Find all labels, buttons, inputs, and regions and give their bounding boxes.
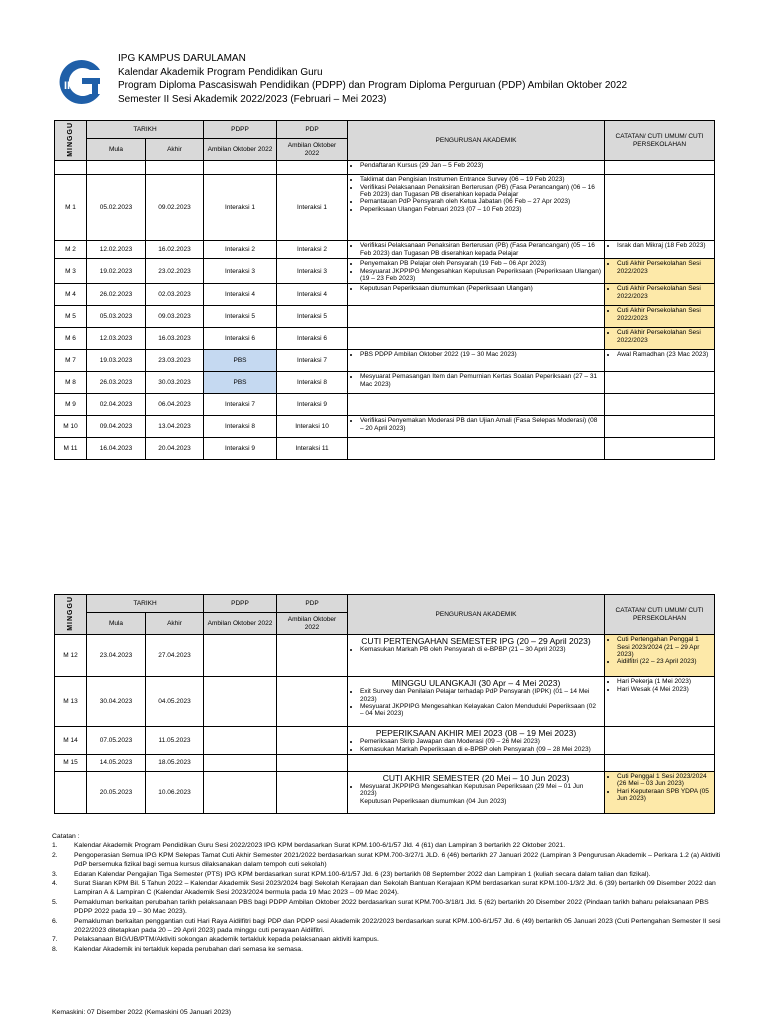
section-heading: CUTI AKHIR SEMESTER (20 Mei – 10 Jun 2023) bbox=[382, 773, 570, 783]
note-cell bbox=[605, 772, 715, 814]
week-cell: M 11 bbox=[55, 438, 87, 460]
pdp-cell bbox=[277, 635, 348, 677]
note-list bbox=[608, 242, 711, 249]
academic-list bbox=[351, 351, 601, 358]
pdpp-header: PDPP bbox=[204, 595, 277, 613]
ambilan-header: Ambilan Oktober 2022 bbox=[204, 139, 277, 161]
note-cell bbox=[605, 372, 715, 394]
week-cell: M 13 bbox=[55, 677, 87, 727]
pdp-header: PDP bbox=[277, 595, 348, 613]
note-list bbox=[608, 285, 711, 300]
list-item: • Israk dan Mikraj (18 Feb 2023) bbox=[617, 242, 711, 249]
end-date-cell: 09.03.2023 bbox=[146, 306, 204, 328]
note-item bbox=[52, 935, 722, 944]
minggu-header: MINGGU bbox=[55, 121, 87, 161]
table-row bbox=[55, 727, 715, 755]
pdpp-cell: Interaksi 1 bbox=[204, 175, 277, 241]
list-item: • Hari Keputeraan SPB YDPA (05 Jun 2023) bbox=[617, 788, 711, 803]
academic-cell bbox=[348, 259, 605, 284]
end-date-cell: 27.04.2023 bbox=[146, 635, 204, 677]
end-date-cell: 20.04.2023 bbox=[146, 438, 204, 460]
table-row bbox=[55, 755, 715, 772]
pengurusan-header: PENGURUSAN AKADEMIK bbox=[348, 121, 605, 161]
academic-cell bbox=[348, 350, 605, 372]
mula-header: Mula bbox=[87, 139, 146, 161]
table-row bbox=[55, 350, 715, 372]
note-cell bbox=[605, 350, 715, 372]
note-text: Kalendar Akademik ini tertakluk kepada perubahan dari semasa ke semasa. bbox=[74, 945, 303, 953]
academic-cell bbox=[348, 175, 605, 241]
institute-name: IPG KAMPUS DARULAMAN bbox=[118, 53, 246, 64]
list-item: • Penyemakan PB Pelajar oleh Pensyarah (19 Feb – 06 Apr 2023) bbox=[360, 260, 601, 267]
list-item: • Kemasukan Markah PB oleh Pensyarah di e-BPBP (21 – 30 April 2023) bbox=[360, 646, 601, 653]
pdp-cell bbox=[277, 727, 348, 755]
academic-cell bbox=[348, 394, 605, 416]
section-heading: PEPERIKSAAN AKHIR MEI 2023 (08 – 19 Mei 2023) bbox=[375, 728, 577, 739]
section-heading: CUTI PERTENGAHAN SEMESTER IPG (20 – 29 April 2023) bbox=[361, 636, 591, 647]
start-date-cell: 14.05.2023 bbox=[87, 755, 146, 772]
academic-list bbox=[351, 285, 601, 292]
note-number: 7. bbox=[52, 936, 58, 944]
list-item: • Exit Survey dan Penilaian Pelajar terhadap PdP Pensyarah (IPPK) (01 – 14 Mei 2023) bbox=[360, 688, 601, 703]
note-text: Surat Siaran KPM Bil. 5 Tahun 2022 – Kalendar Akademik Sesi 2023/2024 bagi Sekolah Kerajaan dan Sekolah Bantuan Kerajaan KPM berdasarkan surat KPM.100-1/3/2 Jld. 6 (39) bertarikh 09 Disember 2022 dan Lampiran A & Lampiran C (Kalendar Akademik Sesi 2023/2024 bermula pada 19 Mac 2023 – 09 Mac 2024). bbox=[74, 880, 716, 897]
pdp-cell: Interaksi 1 bbox=[277, 175, 348, 241]
notes-title: Catatan : bbox=[52, 833, 80, 840]
list-item: • PBS PDPP Ambilan Oktober 2022 (19 – 30 Mac 2023) bbox=[360, 351, 601, 358]
start-date-cell: 26.02.2023 bbox=[87, 284, 146, 306]
note-text: Pemakluman berkaitan penggantian cuti Hari Raya Aidilfitri bagi PDP dan PDPP sesi Akademik 2022/2023 berdasarkan surat KPM.100-6/1/57 Jld. 6 (49) bertarikh 05 Januari 2023 (Cuti Pertengahan Semester II sesi 2022/2023 ditetapkan pada 20 – 29 April 2023) pada minggu cuti perayaan Aidilfitri. bbox=[74, 917, 721, 935]
list-item: • Aidilfitri (22 – 23 April 2023) bbox=[617, 658, 711, 665]
academic-list bbox=[351, 242, 601, 257]
list-item: • Cuti Akhir Persekolahan Sesi 2022/2023 bbox=[617, 260, 711, 275]
program-title: Program Diploma Pascasiswah Pendidikan (PDPP) dan Program Diploma Perguruan (PDP) Ambilan Oktober 2022 bbox=[118, 80, 628, 91]
table-row bbox=[55, 438, 715, 460]
logo-text: IPG bbox=[64, 80, 83, 92]
academic-list bbox=[351, 162, 601, 169]
pdpp-cell: Interaksi 4 bbox=[204, 284, 277, 306]
minggu-header: MINGGU bbox=[55, 595, 87, 635]
note-item bbox=[52, 917, 722, 936]
week-cell: M 4 bbox=[55, 284, 87, 306]
end-date-cell: 06.04.2023 bbox=[146, 394, 204, 416]
pdp-cell: Interaksi 10 bbox=[277, 416, 348, 438]
start-date-cell: 12.02.2023 bbox=[87, 241, 146, 259]
section-heading: MINGGU ULANGKAJI (30 Apr – 4 Mei 2023) bbox=[391, 678, 561, 689]
week-cell: M 2 bbox=[55, 241, 87, 259]
note-item bbox=[52, 851, 722, 870]
note-list bbox=[608, 678, 711, 693]
pdp-cell: Interaksi 11 bbox=[277, 438, 348, 460]
table-row bbox=[55, 635, 715, 677]
calendar-title: Kalendar Akademik Program Pendidikan Guru bbox=[118, 66, 323, 78]
note-item bbox=[52, 841, 722, 850]
pdp-cell: Interaksi 9 bbox=[277, 394, 348, 416]
pdpp-cell: PBS bbox=[204, 372, 277, 394]
note-list bbox=[608, 260, 711, 275]
table-row bbox=[55, 372, 715, 394]
pdpp-cell: Interaksi 5 bbox=[204, 306, 277, 328]
list-item: • Mesyuarat JKPPIPG Mengesahkan Kelayakan Calon Menduduki Peperiksaan (02 – 04 Mei 2023) bbox=[360, 703, 601, 718]
note-cell bbox=[605, 727, 715, 755]
calendar-table-2 bbox=[54, 594, 715, 814]
pdpp-cell bbox=[204, 755, 277, 772]
note-item bbox=[52, 879, 722, 898]
pdpp-cell: Interaksi 6 bbox=[204, 328, 277, 350]
list-item: • Verifikasi Pelaksanaan Penaksiran Berterusan (PB) (Fasa Perancangan) (05 – 16 Feb 2023) dan Tugasan PB diserahkan kepada Pelajar bbox=[360, 242, 601, 257]
week-cell: M 15 bbox=[55, 755, 87, 772]
note-list bbox=[608, 636, 711, 666]
note-cell bbox=[605, 635, 715, 677]
tarikh-header: TARIKH bbox=[87, 595, 204, 613]
week-cell: M 1 bbox=[55, 175, 87, 241]
pdpp-cell bbox=[204, 161, 277, 175]
academic-cell bbox=[348, 677, 605, 727]
pdpp-cell: PBS bbox=[204, 350, 277, 372]
pdp-cell: Interaksi 4 bbox=[277, 284, 348, 306]
table-row bbox=[55, 241, 715, 259]
note-text: Pemakluman berkaitan perubahan tarikh pelaksanaan PBS bagi PDPP Ambilan Oktober 2022 berdasarkan surat KPM.700-3/18/1 Jld. 5 (62) bertarikh 20 Disember 2022 (Pindaan tarikh baharu pelaksanaan PBS PDPP 2022 pada 19 – 30 Mac 2023). bbox=[74, 898, 709, 916]
list-item: • Cuti Akhir Persekolahan Sesi 2022/2023 bbox=[617, 329, 711, 344]
academic-list bbox=[351, 260, 601, 282]
table-row bbox=[55, 259, 715, 284]
catatan-header: CATATAN/ CUTI UMUM/ CUTI PERSEKOLAHAN bbox=[605, 595, 715, 635]
pdpp-header: PDPP bbox=[204, 121, 277, 139]
start-date-cell: 05.02.2023 bbox=[87, 175, 146, 241]
list-item: • Mesyuarat Pemasangan Item dan Pemurnian Kertas Soalan Peperiksaan (27 – 31 Mac 2023) bbox=[360, 373, 601, 388]
list-item: • Pemantauan PdP Pensyarah oleh Ketua Jabatan (06 Feb – 27 Apr 2023) bbox=[360, 198, 601, 205]
start-date-cell: 05.03.2023 bbox=[87, 306, 146, 328]
ambilan-header: Ambilan Oktober 2022 bbox=[277, 613, 348, 635]
week-cell: M 10 bbox=[55, 416, 87, 438]
pdpp-cell: Interaksi 9 bbox=[204, 438, 277, 460]
akhir-header: Akhir bbox=[146, 139, 204, 161]
week-cell: M 8 bbox=[55, 372, 87, 394]
tarikh-header: TARIKH bbox=[87, 121, 204, 139]
table-row bbox=[55, 284, 715, 306]
week-cell: M 14 bbox=[55, 727, 87, 755]
note-list bbox=[608, 773, 711, 803]
list-item: • Mesyuarat JKPPIPG Mengesahkan Keputusan Peperiksaan (29 Mei – 01 Jun 2023) bbox=[360, 783, 601, 798]
list-item: • Keputusan Peperiksaan diumumkan (Peperiksaan Ulangan) bbox=[360, 285, 601, 292]
academic-cell bbox=[348, 372, 605, 394]
list-item: • Awal Ramadhan (23 Mac 2023) bbox=[617, 351, 711, 358]
note-text: Edaran Kalendar Pengajian Tiga Semester (PTS) IPG KPM berdasarkan surat KPM.100-6/1/57 Jld. 6 (23) bertarikh 08 September 2022 dan Lampiran 1 (kuliah secara dalam talian dan fizikal). bbox=[74, 870, 651, 878]
note-cell bbox=[605, 161, 715, 175]
end-date-cell: 23.02.2023 bbox=[146, 259, 204, 284]
pdp-cell bbox=[277, 772, 348, 814]
note-text: Pengoperasian Semua IPG KPM Selepas Tamat Cuti Akhir Semester 2021/2022 berdasarkan surat KPM.700-3/27/1 JLD. 6 (46) bertarikh 27 Januari 2022 (Lampiran 3 Pengurusan Akademik – Perkara 1.2 (a) Aktiviti PdP bersemuka fizikal bagi semua kursus dilaksanakan dalam tempoh cuti sekolah) bbox=[74, 851, 721, 869]
table-row bbox=[55, 677, 715, 727]
calendar-table-1 bbox=[54, 120, 715, 460]
academic-cell bbox=[348, 306, 605, 328]
pdp-cell: Interaksi 2 bbox=[277, 241, 348, 259]
note-number: 4. bbox=[52, 880, 58, 888]
academic-list bbox=[351, 738, 601, 753]
list-item: • Peperiksaan Ulangan Februari 2023 (07 – 10 Feb 2023) bbox=[360, 206, 601, 213]
note-cell bbox=[605, 438, 715, 460]
week-cell: M 6 bbox=[55, 328, 87, 350]
pdp-cell: Interaksi 8 bbox=[277, 372, 348, 394]
start-date-cell: 09.04.2023 bbox=[87, 416, 146, 438]
note-cell bbox=[605, 328, 715, 350]
academic-plain: Keputusan Peperiksaan diumumkan (04 Jun 2023) bbox=[360, 797, 507, 805]
week-cell: M 3 bbox=[55, 259, 87, 284]
academic-list bbox=[351, 373, 601, 388]
notes-section bbox=[52, 832, 722, 954]
start-date-cell: 19.02.2023 bbox=[87, 259, 146, 284]
list-item: • Hari Wesak (4 Mei 2023) bbox=[617, 686, 711, 693]
table-row bbox=[55, 416, 715, 438]
list-item: • Verifikasi Penyemakan Moderasi PB dan Ujian Amali (Fasa Selepas Moderasi) (08 – 20 April 2023) bbox=[360, 417, 601, 432]
note-list bbox=[608, 307, 711, 322]
table-row bbox=[55, 175, 715, 241]
academic-cell bbox=[348, 635, 605, 677]
end-date-cell: 16.03.2023 bbox=[146, 328, 204, 350]
pdp-cell: Interaksi 5 bbox=[277, 306, 348, 328]
pdpp-cell bbox=[204, 635, 277, 677]
note-cell bbox=[605, 394, 715, 416]
start-date-cell bbox=[87, 161, 146, 175]
list-item: • Pendaftaran Kursus (29 Jan – 5 Feb 2023) bbox=[360, 162, 601, 169]
academic-cell bbox=[348, 241, 605, 259]
start-date-cell: 02.04.2023 bbox=[87, 394, 146, 416]
start-date-cell: 07.05.2023 bbox=[87, 727, 146, 755]
table-row bbox=[55, 328, 715, 350]
catatan-header: CATATAN/ CUTI UMUM/ CUTI PERSEKOLAHAN bbox=[605, 121, 715, 161]
pengurusan-header: PENGURUSAN AKADEMIK bbox=[348, 595, 605, 635]
pdp-cell: Interaksi 6 bbox=[277, 328, 348, 350]
note-number: 5. bbox=[52, 898, 58, 906]
calendar-body-1 bbox=[55, 161, 715, 460]
list-item: • Verifikasi Pelaksanaan Penaksiran Berterusan (PB) (Fasa Perancangan) (06 – 16 Feb 2023) dan Tugasan PB diserahkan kepada Pelajar bbox=[360, 184, 601, 199]
note-number: 2. bbox=[52, 851, 58, 859]
pdpp-cell: Interaksi 7 bbox=[204, 394, 277, 416]
academic-cell bbox=[348, 772, 605, 814]
pdpp-cell bbox=[204, 772, 277, 814]
academic-list bbox=[351, 688, 601, 718]
note-list bbox=[608, 329, 711, 344]
end-date-cell: 11.05.2023 bbox=[146, 727, 204, 755]
academic-cell bbox=[348, 755, 605, 772]
week-cell: M 7 bbox=[55, 350, 87, 372]
academic-cell bbox=[348, 161, 605, 175]
ambilan-header: Ambilan Oktober 2022 bbox=[204, 613, 277, 635]
pdp-cell bbox=[277, 755, 348, 772]
list-item: • Cuti Akhir Persekolahan Sesi 2022/2023 bbox=[617, 285, 711, 300]
week-cell: M 9 bbox=[55, 394, 87, 416]
academic-cell bbox=[348, 284, 605, 306]
start-date-cell: 16.04.2023 bbox=[87, 438, 146, 460]
academic-list bbox=[351, 176, 601, 213]
list-item: • Taklimat dan Pengisian Instrumen Entrance Survey (06 – 19 Feb 2023) bbox=[360, 176, 601, 183]
table-row bbox=[55, 161, 715, 175]
academic-list bbox=[351, 417, 601, 432]
end-date-cell: 16.02.2023 bbox=[146, 241, 204, 259]
start-date-cell: 20.05.2023 bbox=[87, 772, 146, 814]
academic-cell bbox=[348, 416, 605, 438]
start-date-cell: 12.03.2023 bbox=[87, 328, 146, 350]
note-number: 8. bbox=[52, 945, 58, 953]
list-item: • Cuti Akhir Persekolahan Sesi 2022/2023 bbox=[617, 307, 711, 322]
list-item: • Pemeriksaan Skrip Jawapan dan Moderasi (09 – 26 Mei 2023) bbox=[360, 738, 601, 745]
pdp-header: PDP bbox=[277, 121, 348, 139]
end-date-cell: 18.05.2023 bbox=[146, 755, 204, 772]
pdpp-cell bbox=[204, 677, 277, 727]
notes-list bbox=[52, 841, 722, 954]
academic-list bbox=[351, 646, 601, 653]
note-item bbox=[52, 945, 722, 954]
pdpp-cell bbox=[204, 727, 277, 755]
akhir-header: Akhir bbox=[146, 613, 204, 635]
note-cell bbox=[605, 755, 715, 772]
header-text bbox=[118, 52, 627, 106]
end-date-cell: 10.06.2023 bbox=[146, 772, 204, 814]
start-date-cell: 26.03.2023 bbox=[87, 372, 146, 394]
pdp-cell bbox=[277, 161, 348, 175]
mula-header: Mula bbox=[87, 613, 146, 635]
note-number: 6. bbox=[52, 917, 58, 925]
ambilan-header: Ambilan Oktober 2022 bbox=[277, 139, 348, 161]
week-cell: M 12 bbox=[55, 635, 87, 677]
note-cell bbox=[605, 175, 715, 241]
note-cell bbox=[605, 259, 715, 284]
academic-cell bbox=[348, 438, 605, 460]
note-number: 1. bbox=[52, 842, 58, 850]
page-header bbox=[50, 52, 730, 108]
list-item: • Cuti Pertengahan Penggal 1 Sesi 2023/2024 (21 – 29 Apr 2023) bbox=[617, 636, 711, 658]
start-date-cell: 23.04.2023 bbox=[87, 635, 146, 677]
note-cell bbox=[605, 306, 715, 328]
start-date-cell: 30.04.2023 bbox=[87, 677, 146, 727]
note-cell bbox=[605, 416, 715, 438]
list-item: • Mesyuarat JKPPIPG Mengesahkan Kepulusan Peperiksaan (Peperiksaan Ulangan) (19 – 23 Feb 2023) bbox=[360, 268, 601, 283]
note-item bbox=[52, 898, 722, 917]
end-date-cell: 04.05.2023 bbox=[146, 677, 204, 727]
semester-title: Semester II Sesi Akademik 2022/2023 (Februari – Mei 2023) bbox=[118, 93, 387, 105]
ipg-logo-icon bbox=[54, 56, 106, 108]
pdp-cell: Interaksi 3 bbox=[277, 259, 348, 284]
end-date-cell: 13.04.2023 bbox=[146, 416, 204, 438]
week-cell: M 5 bbox=[55, 306, 87, 328]
academic-list bbox=[351, 783, 601, 798]
end-date-cell: 02.03.2023 bbox=[146, 284, 204, 306]
footer-updated: Kemaskini: 07 Disember 2022 (Kemaskini 05 Januari 2023) bbox=[52, 1009, 232, 1016]
pdpp-cell: Interaksi 3 bbox=[204, 259, 277, 284]
note-text: Pelaksanaan BIG/UB/PTM/Aktiviti sokongan akademik tertakluk kepada pelaksanaan aktiviti kampus. bbox=[74, 936, 379, 944]
end-date-cell: 09.02.2023 bbox=[146, 175, 204, 241]
week-cell bbox=[55, 772, 87, 814]
end-date-cell bbox=[146, 161, 204, 175]
list-item: • Hari Pekerja (1 Mei 2023) bbox=[617, 678, 711, 685]
table-row bbox=[55, 772, 715, 814]
note-list bbox=[608, 351, 711, 358]
note-cell bbox=[605, 677, 715, 727]
end-date-cell: 23.03.2023 bbox=[146, 350, 204, 372]
pdp-cell: Interaksi 7 bbox=[277, 350, 348, 372]
table-row bbox=[55, 306, 715, 328]
end-date-cell: 30.03.2023 bbox=[146, 372, 204, 394]
note-cell bbox=[605, 284, 715, 306]
list-item: • Cuti Penggal 1 Sesi 2023/2024 (26 Mei – 03 Jun 2023) bbox=[617, 773, 711, 788]
pdp-cell bbox=[277, 677, 348, 727]
start-date-cell: 19.03.2023 bbox=[87, 350, 146, 372]
academic-cell bbox=[348, 727, 605, 755]
note-number: 3. bbox=[52, 870, 58, 878]
note-text: Kalendar Akademik Program Pendidikan Guru Sesi 2022/2023 IPG KPM berdasarkan Surat KPM.100-6/1/57 Jld. 4 (61) dan Lampiran 3 bertarikh 22 Oktober 2021. bbox=[74, 842, 566, 850]
pdpp-cell: Interaksi 2 bbox=[204, 241, 277, 259]
pdpp-cell: Interaksi 8 bbox=[204, 416, 277, 438]
calendar-body-2 bbox=[55, 635, 715, 814]
list-item: • Kemasukan Markah Peperiksaan di e-BPBP oleh Pensyarah (09 – 28 Mei 2023) bbox=[360, 746, 601, 753]
academic-cell bbox=[348, 328, 605, 350]
note-item bbox=[52, 870, 722, 879]
note-cell bbox=[605, 241, 715, 259]
table-row bbox=[55, 394, 715, 416]
week-cell bbox=[55, 161, 87, 175]
